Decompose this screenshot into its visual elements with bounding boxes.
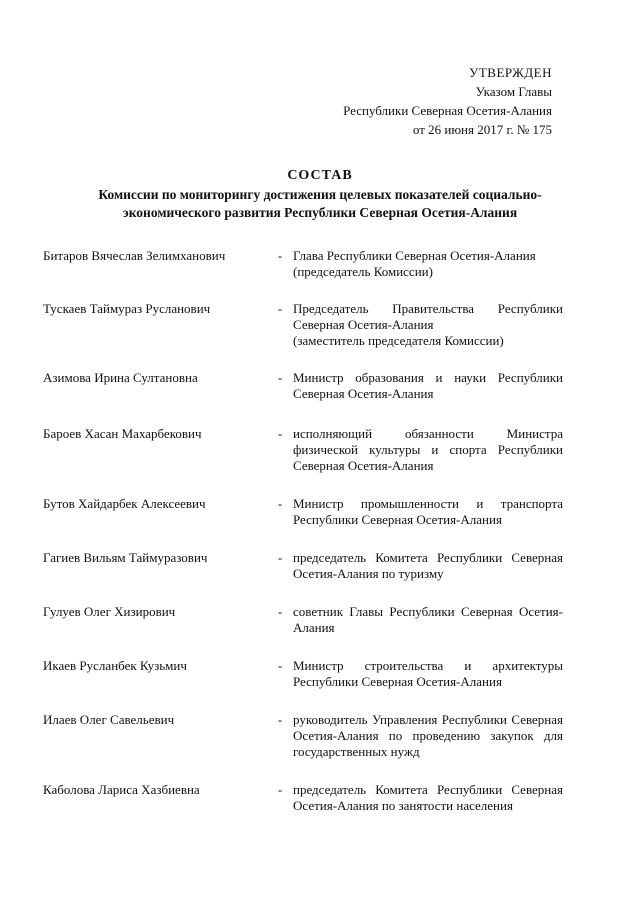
member-dash: - xyxy=(277,370,283,385)
member-dash: - xyxy=(277,426,283,441)
member-row xyxy=(43,658,563,690)
member-role-line: Министр промышленности и транспорта Республики Северная Осетия-Алания xyxy=(293,496,563,527)
document-title-block xyxy=(40,166,600,222)
approval-stamp xyxy=(343,63,552,139)
member-dash: - xyxy=(277,248,283,263)
member-name: Тускаев Таймураз Русланович xyxy=(43,301,211,316)
document-subtitle-line: Комиссии по мониторингу достижения целевых показателей социально- xyxy=(98,187,542,202)
member-row xyxy=(43,782,563,814)
member-role xyxy=(289,712,563,760)
member-role xyxy=(289,496,563,528)
member-role xyxy=(289,550,563,582)
member-dash: - xyxy=(277,550,283,565)
document-title: СОСТАВ xyxy=(287,168,353,183)
member-role-line: исполняющий обязанности Министра физической культуры и спорта Республики Северная Осетия-Алания xyxy=(293,426,563,473)
approval-date-line: от 26 июня 2017 г. № 175 xyxy=(412,122,552,137)
member-row xyxy=(43,496,563,528)
member-row xyxy=(43,550,563,582)
member-row xyxy=(43,301,563,349)
member-name: Азимова Ирина Султановна xyxy=(43,370,198,385)
member-role-line: (заместитель председателя Комиссии) xyxy=(293,333,504,348)
member-role-line: советник Главы Республики Северная Осетия-Алания xyxy=(293,604,563,635)
member-role xyxy=(289,248,563,280)
member-role-line: Председатель Правительства Республики Северная Осетия-Алания xyxy=(293,301,563,332)
member-role-line: (председатель Комиссии) xyxy=(293,264,433,279)
member-dash: - xyxy=(277,604,283,619)
member-row xyxy=(43,370,563,402)
approval-line: Указом Главы xyxy=(475,84,552,99)
member-role-line: Министр строительства и архитектуры Республики Северная Осетия-Алания xyxy=(293,658,563,689)
member-name: Битаров Вячеслав Зелимханович xyxy=(43,248,226,263)
member-name: Каболова Лариса Хазбиевна xyxy=(43,782,200,797)
member-row xyxy=(43,604,563,636)
member-role xyxy=(289,782,563,814)
member-dash: - xyxy=(277,496,283,511)
member-name: Бароев Хасан Махарбекович xyxy=(43,426,202,441)
member-role xyxy=(289,426,563,474)
member-role-line: Министр образования и науки Республики Северная Осетия-Алания xyxy=(293,370,563,401)
member-role-line: руководитель Управления Республики Северная Осетия-Алания по проведению закупок для государственных нужд xyxy=(293,712,563,759)
member-name: Гулуев Олег Хизирович xyxy=(43,604,176,619)
member-dash: - xyxy=(277,658,283,673)
member-dash: - xyxy=(277,712,283,727)
member-role xyxy=(289,658,563,690)
member-role xyxy=(289,604,563,636)
member-role xyxy=(289,370,563,402)
document-subtitle-line: экономического развития Республики Северная Осетия-Алания xyxy=(122,205,518,220)
member-role xyxy=(289,301,563,349)
member-dash: - xyxy=(277,301,283,316)
member-dash: - xyxy=(277,782,283,797)
member-name: Гагиев Вильям Таймуразович xyxy=(43,550,208,565)
member-row xyxy=(43,248,563,280)
member-name: Икаев Русланбек Кузьмич xyxy=(43,658,187,673)
member-role-line: Глава Республики Северная Осетия-Алания xyxy=(293,248,536,263)
member-row xyxy=(43,712,563,760)
member-role-line: председатель Комитета Республики Северная Осетия-Алания по туризму xyxy=(293,550,563,581)
member-name: Илаев Олег Савельевич xyxy=(43,712,175,727)
member-row xyxy=(43,426,563,474)
member-list xyxy=(43,248,563,814)
approval-heading: УТВЕРЖДЕН xyxy=(469,65,552,80)
member-name: Бутов Хайдарбек Алексеевич xyxy=(43,496,206,511)
approval-line: Республики Северная Осетия-Алания xyxy=(343,103,552,118)
member-role-line: председатель Комитета Республики Северная Осетия-Алания по занятости населения xyxy=(293,782,563,813)
